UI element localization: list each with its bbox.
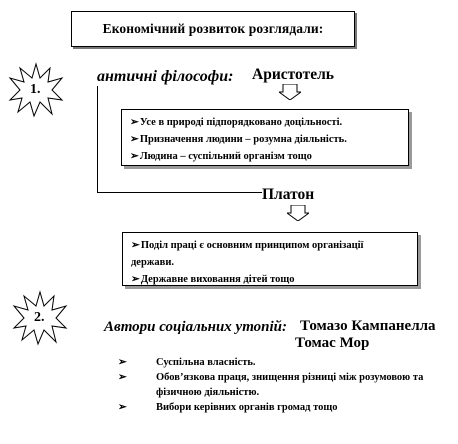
list-item: ➢ Усе в природі підпорядковано доцільності. <box>130 114 400 131</box>
connector-line-horizontal <box>97 192 262 193</box>
list-item: ➢ Обов’язкова праця, знищення різниці між розумовою та фізичною діяльністю. <box>118 372 424 398</box>
author-campanella: Томазо Кампанелла <box>300 318 436 334</box>
list-item: ➢ Людина – суспільний організм тощо <box>130 148 400 165</box>
aristotle-box <box>121 109 409 166</box>
section-number-2: 2. <box>34 310 45 325</box>
author-more: Томас Мор <box>295 335 370 351</box>
title-box <box>71 11 355 47</box>
down-arrow-icon <box>287 205 309 221</box>
philosopher-aristotle: Аристотель <box>252 66 334 83</box>
down-arrow-icon <box>279 84 301 100</box>
connector-line <box>97 86 98 192</box>
section2-label: Автори соціальних утопій: <box>104 319 288 335</box>
list-item: ➢ Вибори керівних органів громад тощо <box>118 402 338 413</box>
list-item: ➢ Призначення людини – розумна діяльність. <box>130 131 400 148</box>
list-item: ➢ Суспільна власність. <box>118 357 256 368</box>
page-title: Економічний розвиток розглядали: <box>102 21 324 36</box>
utopia-points-list <box>118 355 438 415</box>
list-item: ➢ Державне виховання дітей тощо <box>131 271 409 288</box>
section-number-1: 1. <box>30 82 41 97</box>
plato-box <box>122 232 418 286</box>
philosopher-plato: Платон <box>262 186 315 203</box>
section1-label: античні філософи: <box>97 68 234 85</box>
list-item: ➢ Поділ праці є основним принципом організації держави. <box>131 237 409 271</box>
